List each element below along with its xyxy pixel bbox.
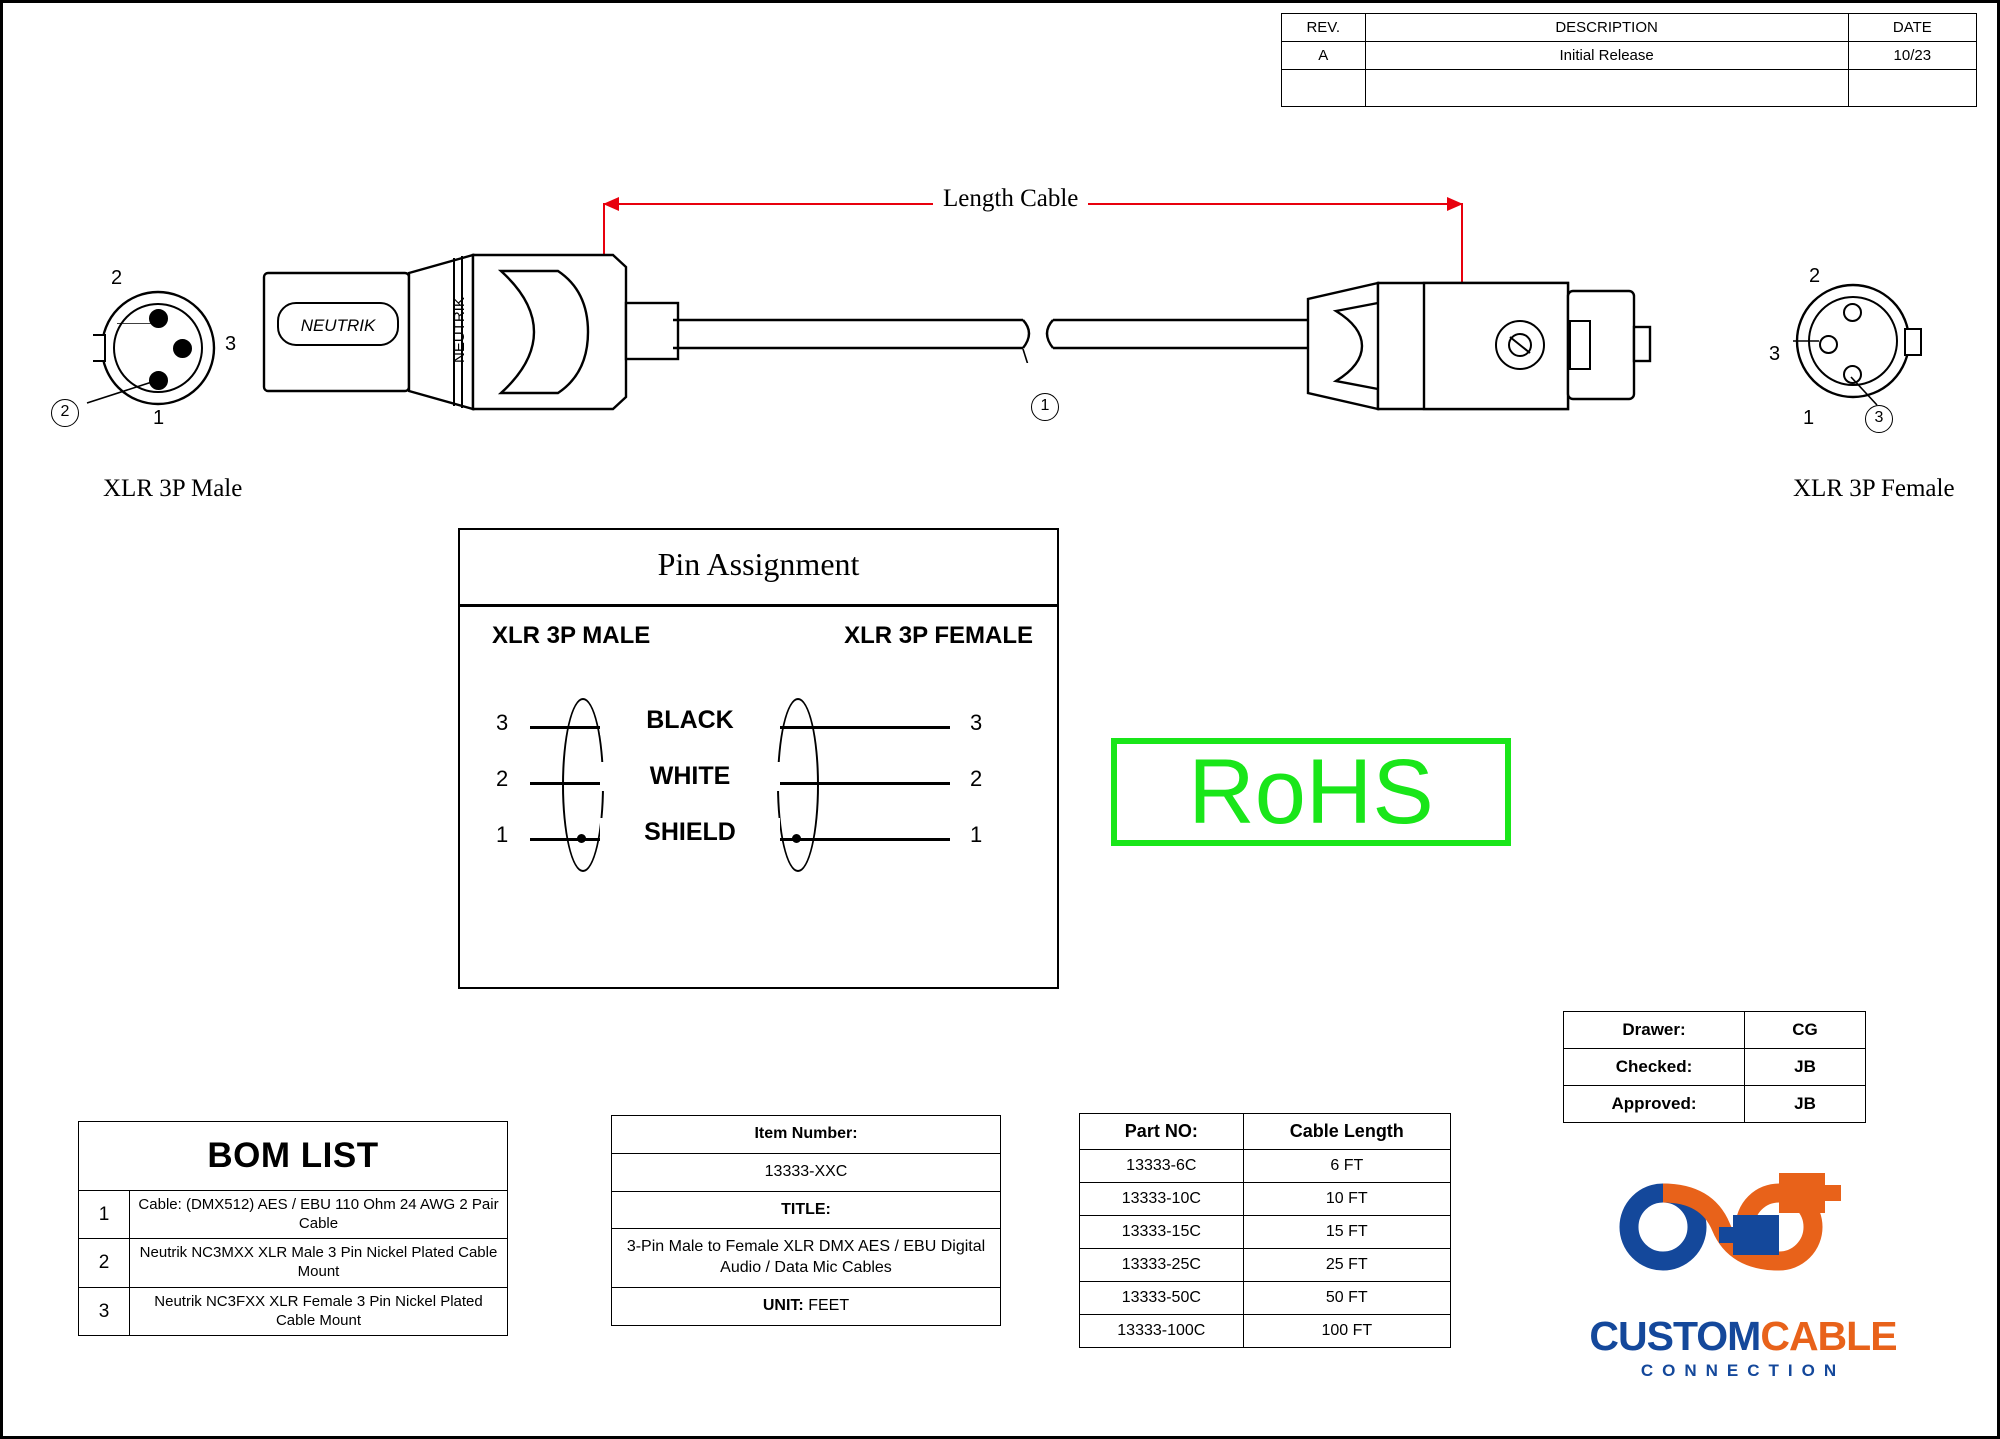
female-pinlabel-1: 1 xyxy=(1803,407,1815,429)
dimension-extension-right xyxy=(1461,203,1463,289)
pin-right-3: 3 xyxy=(970,710,983,735)
right-shield-dot-icon xyxy=(792,834,801,843)
left-shield-dot-icon xyxy=(577,834,586,843)
pin-left-1: 1 xyxy=(496,822,509,847)
approval-label-checked: Checked: xyxy=(1564,1049,1745,1086)
part-no-4: 13333-25C xyxy=(1080,1249,1244,1282)
wire-label-black: BLACK xyxy=(600,706,780,735)
pin-left-2: 2 xyxy=(496,766,509,791)
dimension-arrow-left-icon xyxy=(603,197,619,211)
left-connector-label: XLR 3P Male xyxy=(103,475,243,502)
part-no-1: 13333-6C xyxy=(1080,1150,1244,1183)
item-unit-label: UNIT: xyxy=(762,1296,804,1314)
male-pinlabel-3: 3 xyxy=(225,333,237,355)
bom-index-2: 2 xyxy=(79,1239,130,1288)
rev-cell-rev: A xyxy=(1282,42,1366,70)
logo-wordmark xyxy=(1543,1313,1943,1360)
part-no-6: 13333-100C xyxy=(1080,1315,1244,1348)
male-pinlabel-2: 2 xyxy=(111,267,123,289)
male-pinlabel-2-circled: 2 xyxy=(51,399,79,427)
bom-title: BOM LIST xyxy=(79,1122,508,1191)
item-title-value: 3-Pin Male to Female XLR DMX AES / EBU Digital Audio / Data Mic Cables xyxy=(612,1229,1001,1288)
rev-header-rev: REV. xyxy=(1282,14,1366,42)
rev-cell-date-empty xyxy=(1848,70,1976,107)
female-pinlabel-2: 2 xyxy=(1809,265,1821,287)
female-pin-leader-lines xyxy=(1793,325,1883,415)
right-connector-label: XLR 3P Female xyxy=(1793,475,1955,502)
approval-value-approved: JB xyxy=(1745,1086,1866,1123)
female-pinlabel-3: 3 xyxy=(1769,343,1781,365)
pin-right-1: 1 xyxy=(970,822,983,847)
item-number-value: 13333-XXC xyxy=(612,1153,1001,1191)
pin-left-3: 3 xyxy=(496,710,509,735)
right-shell-ellipse-icon xyxy=(777,698,819,872)
pin-assignment-right-header: XLR 3P FEMALE xyxy=(844,622,1033,649)
svg-text:NEUTRIK: NEUTRIK xyxy=(451,297,468,363)
rev-cell-date: 10/23 xyxy=(1848,42,1976,70)
bom-description-2: Neutrik NC3MXX XLR Male 3 Pin Nickel Plated Cable Mount xyxy=(130,1239,508,1288)
wire-label-shield: SHIELD xyxy=(600,818,780,847)
part-length-6: 100 FT xyxy=(1243,1315,1450,1348)
table-row xyxy=(1282,70,1977,107)
item-unit-row xyxy=(612,1287,1001,1325)
table-row xyxy=(79,1239,508,1288)
bom-index-3: 3 xyxy=(79,1287,130,1336)
male-pin-3-hole-icon xyxy=(173,339,192,358)
rev-cell-description-empty xyxy=(1365,70,1848,107)
logo-mark-icon xyxy=(1543,1153,1943,1313)
item-unit-value: FEET xyxy=(808,1296,850,1314)
male-pinlabel-1: 1 xyxy=(153,407,165,429)
table-row xyxy=(612,1116,1001,1154)
pin-assignment-box xyxy=(458,528,1059,989)
part-length-5: 50 FT xyxy=(1243,1282,1450,1315)
logo-word-custom: CUSTOM xyxy=(1589,1313,1761,1359)
part-no-2: 13333-10C xyxy=(1080,1183,1244,1216)
item-number-label: Item Number: xyxy=(612,1116,1001,1154)
part-no-3: 13333-15C xyxy=(1080,1216,1244,1249)
table-row xyxy=(1080,1249,1451,1282)
table-row xyxy=(1080,1315,1451,1348)
cable-balloon-1: 1 xyxy=(1031,393,1059,421)
revision-table xyxy=(1281,13,1977,107)
svg-text:NEUTRIK: NEUTRIK xyxy=(300,316,376,335)
company-logo xyxy=(1543,1153,1943,1398)
part-header-partno: Part NO: xyxy=(1080,1114,1244,1150)
rev-cell-rev-empty xyxy=(1282,70,1366,107)
approval-value-drawer: CG xyxy=(1745,1012,1866,1049)
cable-drawing xyxy=(673,303,1333,363)
female-pinlabel-3-circled: 3 xyxy=(1865,405,1893,433)
table-row xyxy=(1564,1086,1866,1123)
logo-word-cable: CABLE xyxy=(1760,1313,1897,1359)
rev-header-date: DATE xyxy=(1848,14,1976,42)
bom-description-1: Cable: (DMX512) AES / EBU 110 Ohm 24 AWG 2 Pair Cable xyxy=(130,1190,508,1239)
part-no-5: 13333-50C xyxy=(1080,1282,1244,1315)
table-row xyxy=(1080,1216,1451,1249)
wire-label-white: WHITE xyxy=(600,762,780,791)
table-row xyxy=(1564,1049,1866,1086)
pin-assignment-title: Pin Assignment xyxy=(657,546,860,582)
part-length-1: 6 FT xyxy=(1243,1150,1450,1183)
part-length-2: 10 FT xyxy=(1243,1183,1450,1216)
part-number-table xyxy=(1079,1113,1451,1348)
pin-right-2: 2 xyxy=(970,766,983,791)
table-row xyxy=(612,1287,1001,1325)
bom-table xyxy=(78,1121,508,1336)
table-row xyxy=(612,1229,1001,1288)
rohs-badge xyxy=(1111,738,1511,846)
bom-index-1: 1 xyxy=(79,1190,130,1239)
table-row xyxy=(79,1287,508,1336)
pin-assignment-left-header: XLR 3P MALE xyxy=(492,622,651,649)
approval-label-approved: Approved: xyxy=(1564,1086,1745,1123)
table-row xyxy=(612,1153,1001,1191)
table-row xyxy=(1080,1114,1451,1150)
table-row xyxy=(612,1191,1001,1229)
left-shell-ellipse-icon xyxy=(562,698,604,872)
length-cable-label: Length Cable xyxy=(933,185,1088,213)
table-row xyxy=(1080,1282,1451,1315)
part-header-length: Cable Length xyxy=(1243,1114,1450,1150)
xlr-female-connector-drawing xyxy=(1298,281,1758,411)
item-info-table xyxy=(611,1115,1001,1326)
rohs-label: RoHS xyxy=(1188,741,1434,843)
table-row xyxy=(1080,1183,1451,1216)
approval-value-checked: JB xyxy=(1745,1049,1866,1086)
part-length-3: 15 FT xyxy=(1243,1216,1450,1249)
table-row xyxy=(1564,1012,1866,1049)
pin-assignment-divider xyxy=(460,604,1057,607)
female-pin-2-hole-icon xyxy=(1843,303,1862,322)
approval-label-drawer: Drawer: xyxy=(1564,1012,1745,1049)
rev-header-description: DESCRIPTION xyxy=(1365,14,1848,42)
male-pin-leader-lines xyxy=(77,323,157,413)
rev-cell-description: Initial Release xyxy=(1365,42,1848,70)
bom-description-3: Neutrik NC3FXX XLR Female 3 Pin Nickel Plated Cable Mount xyxy=(130,1287,508,1336)
item-title-label: TITLE: xyxy=(612,1191,1001,1229)
table-row xyxy=(1282,42,1977,70)
logo-tagline: CONNECTION xyxy=(1640,1361,1846,1380)
table-row xyxy=(79,1122,508,1191)
part-length-4: 25 FT xyxy=(1243,1249,1450,1282)
approval-table xyxy=(1563,1011,1866,1123)
table-row xyxy=(79,1190,508,1239)
table-row xyxy=(1080,1150,1451,1183)
